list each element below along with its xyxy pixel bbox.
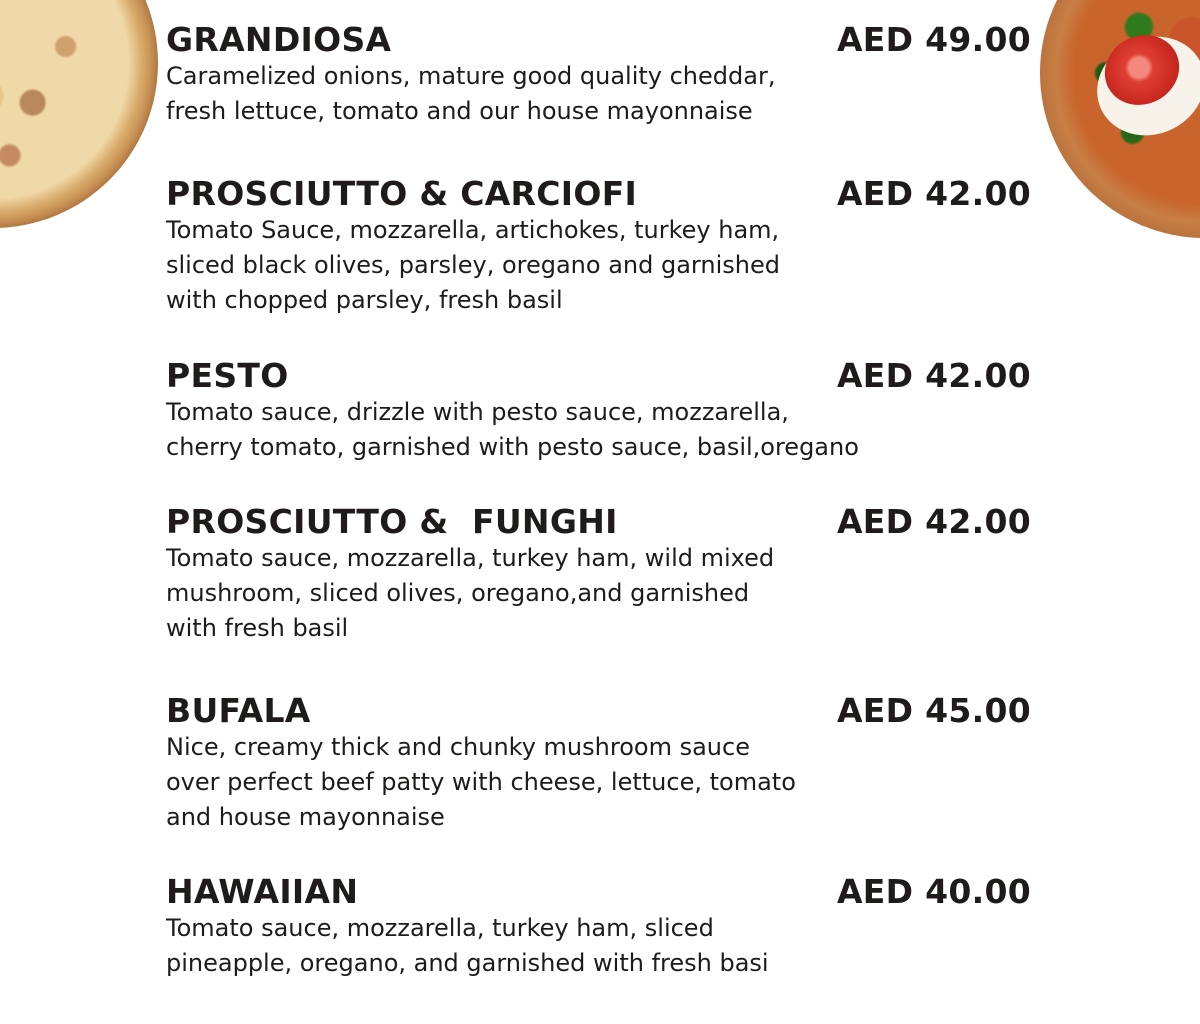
item-description [166, 541, 926, 646]
item-price: AED 49.00 [836, 20, 1031, 59]
description-line: sliced black olives, parsley, oregano and garnished [166, 251, 780, 279]
item-price: AED 42.00 [836, 502, 1031, 541]
item-description [166, 730, 926, 835]
item-price: AED 42.00 [836, 356, 1031, 395]
description-line: pineapple, oregano, and garnished with fresh basi [166, 949, 769, 977]
description-line: Tomato sauce, drizzle with pesto sauce, mozzarella, [166, 398, 789, 426]
description-line: Tomato sauce, mozzarella, turkey ham, wild mixed [166, 544, 775, 572]
description-line: Tomato sauce, mozzarella, turkey ham, sliced [166, 914, 714, 942]
description-line: Caramelized onions, mature good quality cheddar, [166, 62, 776, 90]
item-name: BUFALA [166, 691, 311, 730]
description-line: fresh lettuce, tomato and our house mayonnaise [166, 97, 753, 125]
description-line: mushroom, sliced olives, oregano,and garnished [166, 579, 750, 607]
item-description [166, 395, 926, 465]
item-description [166, 911, 926, 981]
description-line: and house mayonnaise [166, 803, 445, 831]
item-name: PROSCIUTTO & FUNGHI [166, 502, 618, 541]
description-line: with fresh basil [166, 614, 349, 642]
description-line: with chopped parsley, fresh basil [166, 286, 563, 314]
item-price: AED 45.00 [836, 691, 1031, 730]
item-name: PROSCIUTTO & CARCIOFI [166, 174, 638, 213]
description-line: over perfect beef patty with cheese, lettuce, tomato [166, 768, 796, 796]
item-description [166, 213, 926, 318]
item-name: HAWAIIAN [166, 872, 359, 911]
item-price: AED 42.00 [836, 174, 1031, 213]
description-line: Tomato Sauce, mozzarella, artichokes, turkey ham, [166, 216, 780, 244]
item-name: GRANDIOSA [166, 20, 392, 59]
item-price: AED 40.00 [836, 872, 1031, 911]
description-line: cherry tomato, garnished with pesto sauce, basil,oregano [166, 433, 859, 461]
item-name: PESTO [166, 356, 289, 395]
pizza-image-left [0, 0, 158, 228]
item-description [166, 59, 926, 129]
description-line: Nice, creamy thick and chunky mushroom sauce [166, 733, 750, 761]
